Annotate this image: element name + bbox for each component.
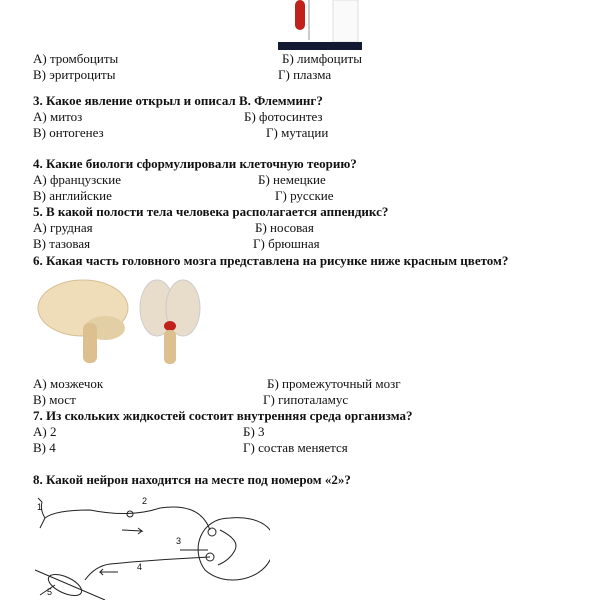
q7-title: 7. Из скольких жидкостей состоит внутренняя среда организма? (33, 408, 413, 423)
label-2: 2 (142, 496, 148, 506)
q6-option-a: А) мозжечок (33, 376, 104, 391)
q5-option-a: А) грудная (33, 220, 93, 235)
q5-option-c: В) тазовая (33, 236, 91, 251)
q3-option-d: Г) мутации (266, 125, 329, 140)
label-4: 4 (137, 562, 143, 572)
q3-option-c: В) онтогенез (33, 125, 104, 140)
q2-option-c: В) эритроциты (33, 67, 116, 82)
q4-option-c: В) английские (33, 188, 112, 203)
q4-option-b: Б) немецкие (258, 172, 326, 187)
q3-title: 3. Какое явление открыл и описал В. Флемминг? (33, 93, 323, 108)
blood-tube-image (278, 0, 362, 52)
q7-option-d: Г) состав меняется (243, 440, 348, 455)
q4-option-d: Г) русские (275, 188, 334, 203)
q3-option-b: Б) фотосинтез (244, 109, 323, 124)
label-1: 1 (37, 502, 43, 512)
q7-option-a: А) 2 (33, 424, 57, 439)
q8-title: 8. Какой нейрон находится на месте под номером «2»? (33, 472, 351, 487)
q2-option-b: Б) лимфоциты (282, 51, 362, 66)
q3-option-a: А) митоз (33, 109, 83, 124)
q7-option-c: В) 4 (33, 440, 56, 455)
label-5: 5 (47, 587, 53, 597)
label-3: 3 (176, 536, 182, 546)
q6-option-c: В) мост (33, 392, 76, 407)
q4-title: 4. Какие биологи сформулировали клеточную теорию? (33, 156, 357, 171)
q5-option-b: Б) носовая (255, 220, 314, 235)
q6-option-d: Г) гипоталамус (263, 392, 349, 407)
q7-option-b: Б) 3 (243, 424, 265, 439)
q6-title: 6. Какая часть головного мозга представлена на рисунке ниже красным цветом? (33, 253, 509, 268)
q2-option-d: Г) плазма (278, 67, 332, 82)
q4-option-a: А) французские (33, 172, 122, 187)
reflex-arc-diagram (30, 490, 270, 600)
q5-option-d: Г) брюшная (253, 236, 320, 251)
q6-option-b: Б) промежуточный мозг (267, 376, 401, 391)
brain-images (35, 278, 225, 368)
q2-option-a: А) тромбоциты (33, 51, 119, 66)
q5-title: 5. В какой полости тела человека располагается аппендикс? (33, 204, 389, 219)
